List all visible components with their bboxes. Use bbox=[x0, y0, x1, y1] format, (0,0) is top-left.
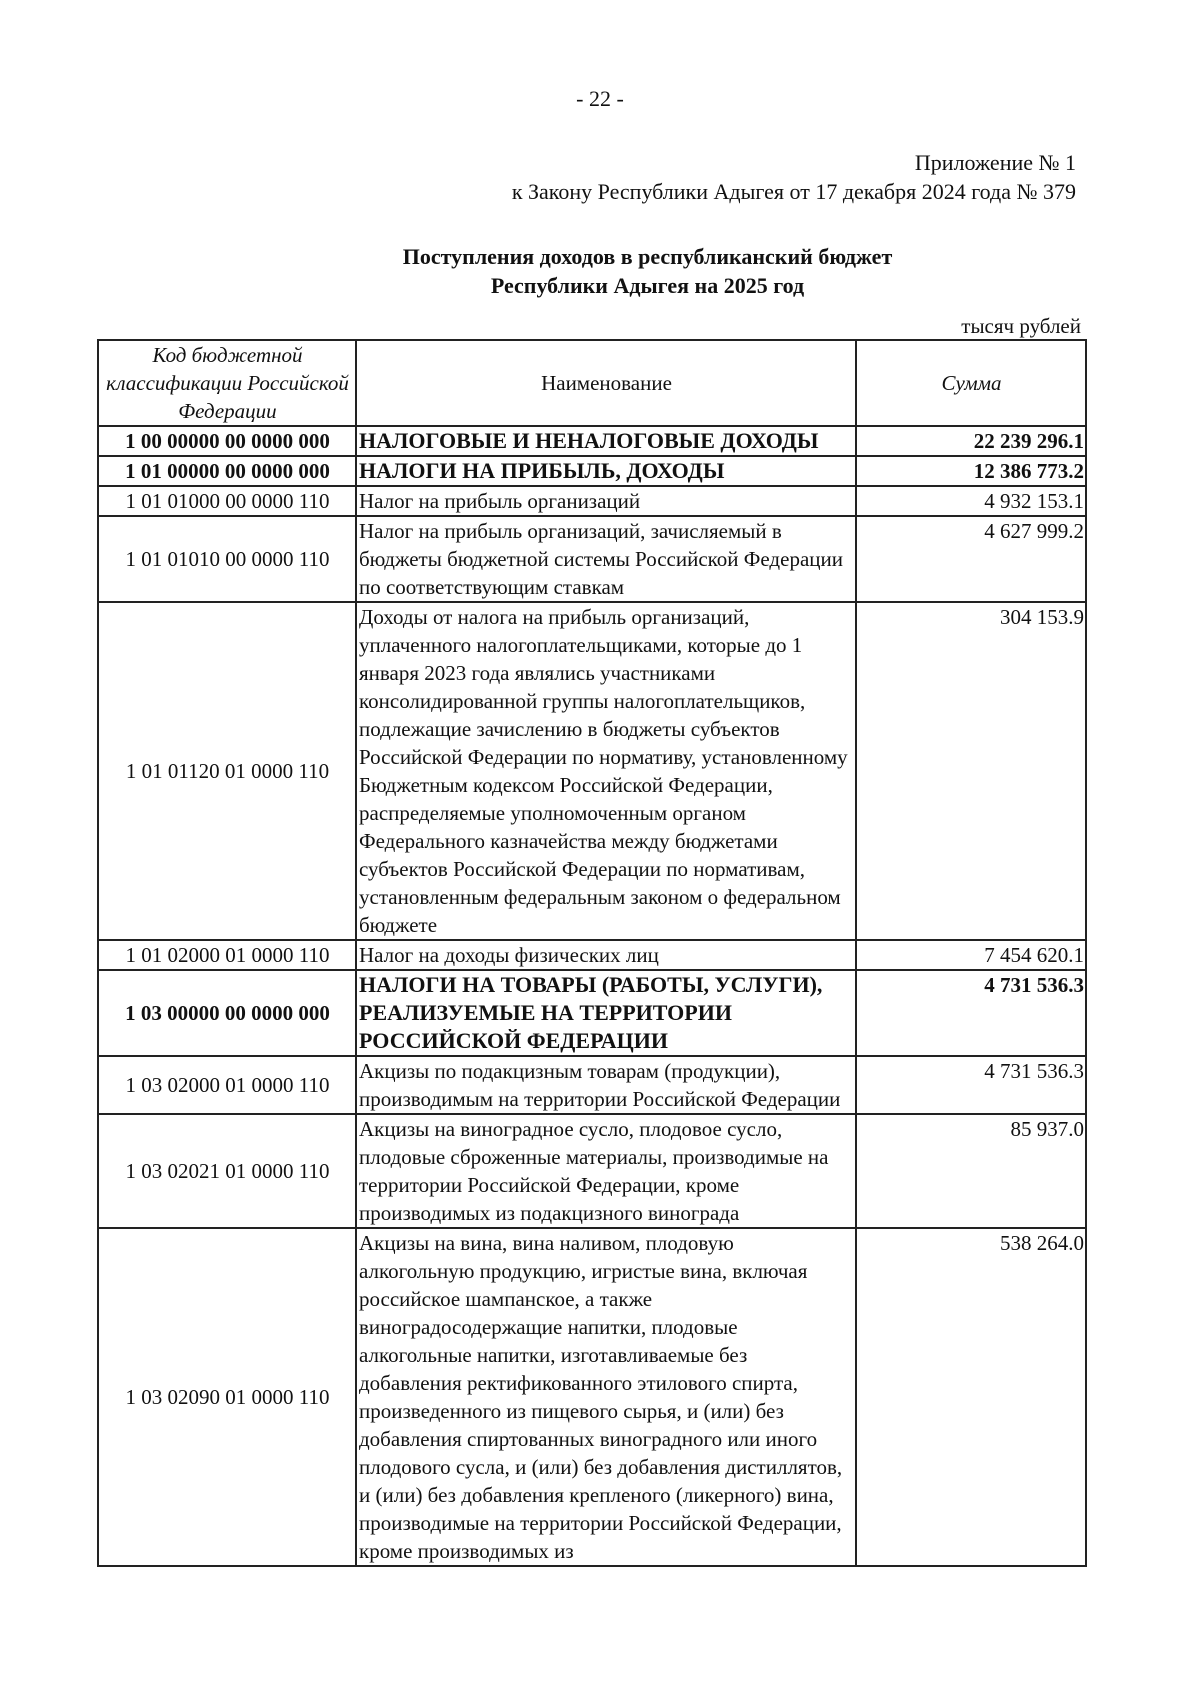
units-label: тысяч рублей bbox=[961, 314, 1081, 338]
row-name: НАЛОГОВЫЕ И НЕНАЛОГОВЫЕ ДОХОДЫ bbox=[356, 426, 856, 456]
table-row bbox=[98, 940, 1086, 970]
table-header-row bbox=[98, 340, 1086, 426]
row-sum: 85 937.0 bbox=[856, 1114, 1086, 1228]
row-code: 1 01 00000 00 0000 000 bbox=[98, 456, 356, 486]
row-sum: 7 454 620.1 bbox=[856, 940, 1086, 970]
row-name: НАЛОГИ НА ПРИБЫЛЬ, ДОХОДЫ bbox=[356, 456, 856, 486]
title-line-1: Поступления доходов в республиканский бюджет bbox=[402, 244, 893, 269]
row-sum: 4 627 999.2 bbox=[856, 516, 1086, 602]
row-name: Налог на доходы физических лиц bbox=[356, 940, 856, 970]
row-name: Доходы от налога на прибыль организаций, уплаченного налогоплательщиками, которые до 1 января 2023 года являлись участниками консолидированной группы налогоплательщиков, подлежащие зачислению в бюджеты субъектов Российской Федерации по нормативу, установленному Бюджетным кодексом Российской Федерации, распределяемые уполномоченным органом Федерального казначейства между бюджетами субъектов Российской Федерации по нормативам, установленным федеральным законом о федеральном бюджете bbox=[356, 602, 856, 940]
header-sum: Сумма bbox=[856, 340, 1086, 426]
table-row bbox=[98, 1114, 1086, 1228]
table-row bbox=[98, 516, 1086, 602]
row-code: 1 01 02000 01 0000 110 bbox=[98, 940, 356, 970]
row-name: Акцизы на вина, вина наливом, плодовую алкогольную продукцию, игристые вина, включая российское шампанское, а также виноградосодержащие напитки, плодовые алкогольные напитки, изготавливаемые без добавления ректификованного этилового спирта, произведенного из пищевого сырья, и (или) без добавления спиртованных виноградного или иного плодового сусла, и (или) без добавления дистиллятов, и (или) без добавления крепленого (ликерного) вина, производимые на территории Российской Федерации, кроме производимых из bbox=[356, 1228, 856, 1566]
header-code: Код бюджетной классификации Российской Федерации bbox=[98, 340, 356, 426]
table-row bbox=[98, 970, 1086, 1056]
row-name: Налог на прибыль организаций, зачисляемый в бюджеты бюджетной системы Российской Федерации по соответствующим ставкам bbox=[356, 516, 856, 602]
row-code: 1 01 01000 00 0000 110 bbox=[98, 486, 356, 516]
table-row bbox=[98, 456, 1086, 486]
title-line-2: Республики Адыгея на 2025 год bbox=[490, 273, 805, 298]
page-number: - 22 - bbox=[576, 86, 624, 111]
appendix-line-1: Приложение № 1 bbox=[914, 150, 1076, 175]
row-code: 1 03 02021 01 0000 110 bbox=[98, 1114, 356, 1228]
table-row bbox=[98, 602, 1086, 940]
row-code: 1 03 02090 01 0000 110 bbox=[98, 1228, 356, 1566]
row-name: Акцизы по подакцизным товарам (продукции), производимым на территории Российской Федерации bbox=[356, 1056, 856, 1114]
document-title bbox=[0, 242, 1200, 300]
appendix-line-2: к Закону Республики Адыгея от 17 декабря 2024 года № 379 bbox=[511, 179, 1076, 204]
row-code: 1 03 02000 01 0000 110 bbox=[98, 1056, 356, 1114]
row-sum: 538 264.0 bbox=[856, 1228, 1086, 1566]
row-code: 1 01 01120 01 0000 110 bbox=[98, 602, 356, 940]
table-row bbox=[98, 426, 1086, 456]
table-row bbox=[98, 486, 1086, 516]
row-sum: 4 731 536.3 bbox=[856, 1056, 1086, 1114]
header-name: Наименование bbox=[356, 340, 856, 426]
row-sum: 4 932 153.1 bbox=[856, 486, 1086, 516]
table-row bbox=[98, 1228, 1086, 1566]
row-name: Акцизы на виноградное сусло, плодовое сусло, плодовые сброженные материалы, производимые на территории Российской Федерации, кроме производимых из подакцизного винограда bbox=[356, 1114, 856, 1228]
revenue-table bbox=[97, 339, 1087, 1567]
appendix-reference bbox=[512, 148, 1076, 206]
row-sum: 12 386 773.2 bbox=[856, 456, 1086, 486]
row-code: 1 03 00000 00 0000 000 bbox=[98, 970, 356, 1056]
row-sum: 22 239 296.1 bbox=[856, 426, 1086, 456]
row-sum: 4 731 536.3 bbox=[856, 970, 1086, 1056]
row-name: Налог на прибыль организаций bbox=[356, 486, 856, 516]
row-sum: 304 153.9 bbox=[856, 602, 1086, 940]
row-code: 1 01 01010 00 0000 110 bbox=[98, 516, 356, 602]
row-name: НАЛОГИ НА ТОВАРЫ (РАБОТЫ, УСЛУГИ), РЕАЛИЗУЕМЫЕ НА ТЕРРИТОРИИ РОССИЙСКОЙ ФЕДЕРАЦИИ bbox=[356, 970, 856, 1056]
table-row bbox=[98, 1056, 1086, 1114]
row-code: 1 00 00000 00 0000 000 bbox=[98, 426, 356, 456]
